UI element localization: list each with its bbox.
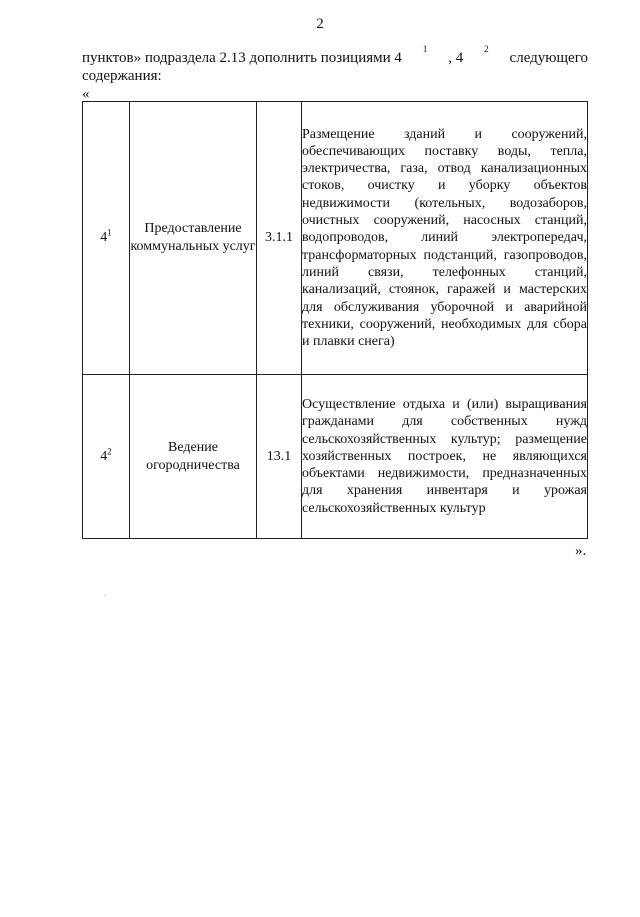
- land-use-table: [82, 101, 588, 539]
- opening-quote: «: [82, 86, 90, 102]
- table-row: [83, 375, 588, 539]
- row-description-cell: Осуществление отдыха и (или) выращивания гражданами для собственных нужд сельскохозяйственных культур; размещение хозяйственных построек, не являющихся объектами недвижимости, предназначенных для хранения инвентаря и урожая сельскохозяйственных культур: [302, 375, 588, 539]
- row-number: $4^1$: [100, 227, 112, 245]
- intro-text-part3: следующего: [509, 50, 588, 66]
- intro-text-part2: , 4: [448, 50, 464, 66]
- intro-line-2: содержания:: [82, 68, 162, 84]
- row-number-cell: [83, 375, 130, 539]
- row-code-cell: 13.1: [257, 375, 302, 539]
- superscript: 2: [484, 44, 489, 54]
- row-name-cell: Предоставление коммунальных услуг: [130, 102, 257, 375]
- intro-line: [82, 44, 588, 67]
- table-row: [83, 102, 588, 375]
- closing-quote: ».: [575, 543, 587, 559]
- intro-text-part1: пунктов» подраздела 2.13 дополнить позициями 4: [82, 50, 402, 66]
- row-number: $4^2$: [100, 445, 112, 464]
- row-number-cell: [83, 102, 130, 375]
- superscript: 1: [422, 44, 428, 54]
- page-number: 2: [316, 16, 324, 32]
- intro-paragraph: [82, 44, 588, 85]
- row-description-cell: Размещение зданий и сооружений, обеспечивающих поставку воды, тепла, электричества, газа, отвод канализационных стоков, очистку и уборку объектов недвижимости (котельных, водозаборов, очистных сооружений, насосных станций, водопроводов, линий электропередач, трансформаторных подстанций, газопроводов, линий связи, телефонных станций, канализаций, стоянок, гаражей и мастерских для обслуживания уборочной и аварийной техники, сооружений, необходимых для сбора и плавки снега): [302, 102, 588, 375]
- row-code-cell: 3.1.1: [257, 102, 302, 375]
- scan-speck: [104, 595, 106, 596]
- row-name-cell: Ведение огородничества: [130, 375, 257, 539]
